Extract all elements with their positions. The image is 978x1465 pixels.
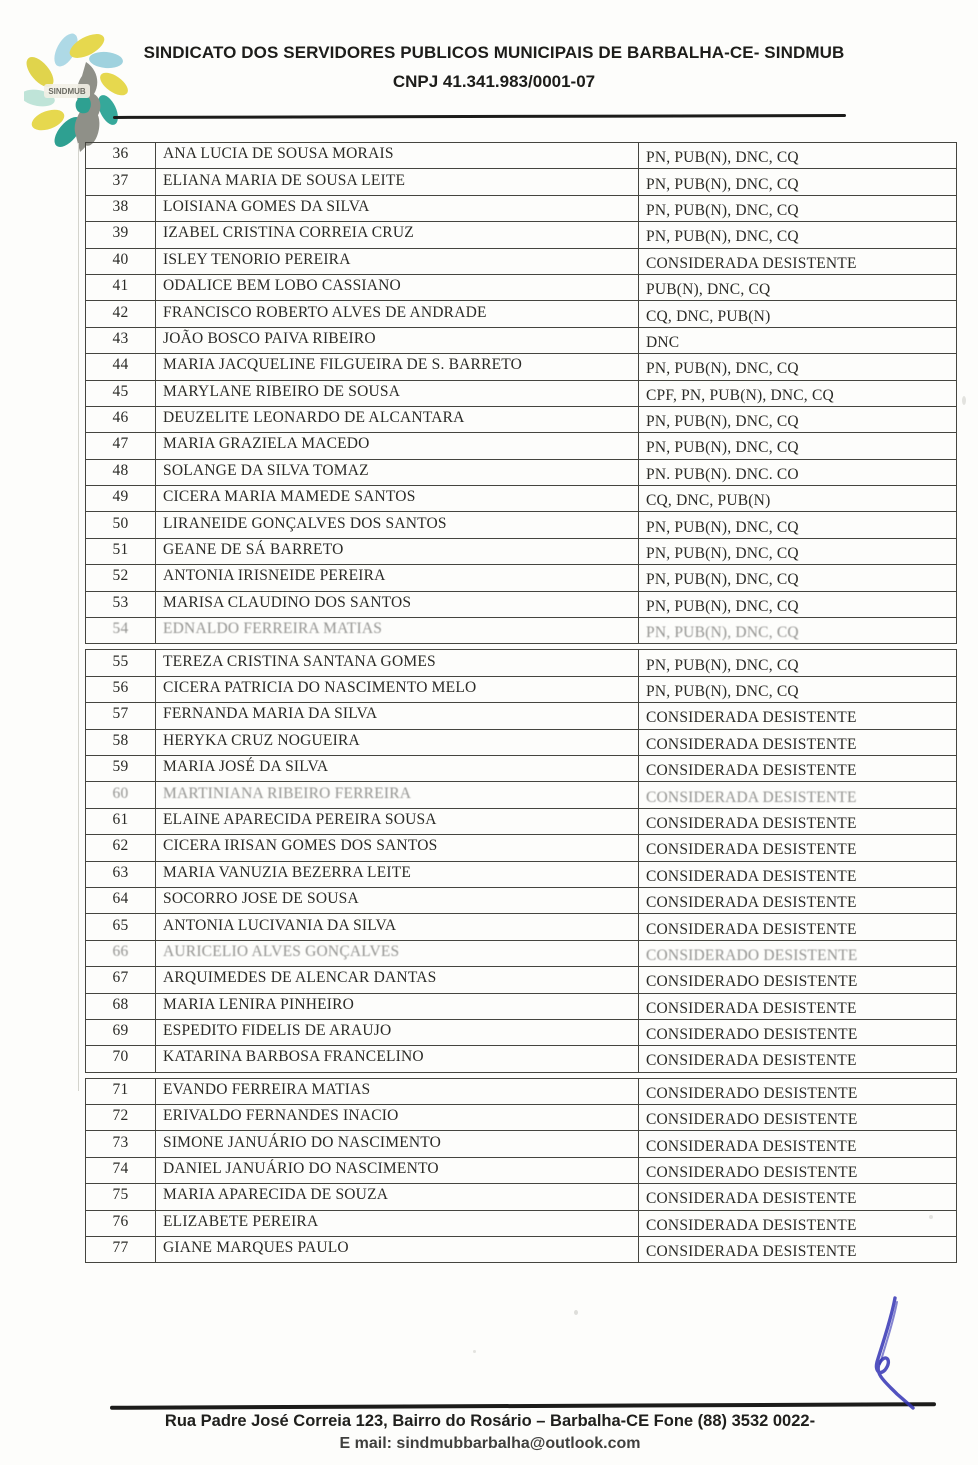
- table-row: [86, 1131, 957, 1157]
- row-number: 38: [86, 195, 156, 221]
- pen-mark: [855, 1290, 955, 1415]
- member-status: PN, PUB(N), DNC, CQ: [639, 538, 957, 564]
- member-table: [85, 142, 957, 1263]
- member-status: CONSIDERADA DESISTENTE: [639, 835, 957, 861]
- member-name: MARYLANE RIBEIRO DE SOUSA: [156, 380, 639, 406]
- member-status: CQ, DNC, PUB(N): [639, 486, 957, 512]
- table-row: [86, 248, 957, 274]
- member-name: SOCORRO JOSE DE SOUSA: [156, 887, 639, 913]
- table-row: [86, 940, 957, 966]
- row-number: 68: [86, 993, 156, 1019]
- member-status: PN, PUB(N), DNC, CQ: [639, 433, 957, 459]
- footer-address: Rua Padre José Correia 123, Bairro do Rosário – Barbalha-CE Fone (88) 3532 0022-: [164, 1412, 816, 1430]
- member-status: CONSIDERADA DESISTENTE: [639, 1131, 957, 1157]
- row-number: 53: [86, 591, 156, 617]
- member-status: CQ, DNC, PUB(N): [639, 301, 957, 327]
- member-name: ANTONIA IRISNEIDE PEREIRA: [156, 565, 639, 591]
- member-status: CONSIDERADA DESISTENTE: [639, 755, 957, 781]
- member-status: CONSIDERADA DESISTENTE: [639, 1184, 957, 1210]
- cnpj-line: CNPJ 41.341.983/0001-07: [392, 71, 596, 91]
- table-row: [86, 808, 957, 834]
- member-status: CONSIDERADA DESISTENTE: [639, 1237, 957, 1263]
- member-name: LOISIANA GOMES DA SILVA: [156, 195, 639, 221]
- member-name: KATARINA BARBOSA FRANCELINO: [156, 1046, 639, 1072]
- member-status: CONSIDERADA DESISTENTE: [639, 1210, 957, 1236]
- sindmub-logo: [24, 32, 136, 154]
- table-row: [86, 143, 957, 169]
- row-number: 54: [86, 618, 156, 644]
- member-name: GEANE DE SÁ BARRETO: [156, 538, 639, 564]
- member-status: CONSIDERADO DESISTENTE: [639, 1078, 957, 1104]
- member-status: CONSIDERADA DESISTENTE: [639, 861, 957, 887]
- scan-speck: [473, 1350, 476, 1353]
- row-number: 67: [86, 967, 156, 993]
- table-row: [86, 433, 957, 459]
- member-name: CICERA PATRICIA DO NASCIMENTO MELO: [156, 676, 639, 702]
- row-number: 75: [86, 1184, 156, 1210]
- member-status: CPF, PN, PUB(N), DNC, CQ: [639, 380, 957, 406]
- row-number: 56: [86, 676, 156, 702]
- row-number: 69: [86, 1019, 156, 1045]
- member-status: PN, PUB(N), DNC, CQ: [639, 354, 957, 380]
- member-status: DNC: [639, 327, 957, 353]
- member-name: MARISA CLAUDINO DOS SANTOS: [156, 591, 639, 617]
- table-row: [86, 327, 957, 353]
- table-row: [86, 967, 957, 993]
- member-name: AURICELIO ALVES GONÇALVES: [156, 940, 639, 966]
- table-row: [86, 1237, 957, 1263]
- member-status: PN, PUB(N), DNC, CQ: [639, 618, 957, 644]
- member-status: CONSIDERADA DESISTENTE: [639, 248, 957, 274]
- member-status: PN. PUB(N). DNC. CO: [639, 459, 957, 485]
- row-number: 41: [86, 274, 156, 300]
- member-name: IZABEL CRISTINA CORREIA CRUZ: [156, 222, 639, 248]
- table-row: [86, 729, 957, 755]
- row-number: 50: [86, 512, 156, 538]
- table-row: [86, 512, 957, 538]
- member-name: DEUZELITE LEONARDO DE ALCANTARA: [156, 406, 639, 432]
- member-status: CONSIDERADA DESISTENTE: [639, 993, 957, 1019]
- table-row: [86, 565, 957, 591]
- member-status: CONSIDERADO DESISTENTE: [639, 940, 957, 966]
- row-number: 59: [86, 755, 156, 781]
- member-status: CONSIDERADO DESISTENTE: [639, 1157, 957, 1183]
- row-number: 60: [86, 782, 156, 808]
- table-row: [86, 1019, 957, 1045]
- row-number: 46: [86, 406, 156, 432]
- row-number: 77: [86, 1237, 156, 1263]
- member-name: ISLEY TENORIO PEREIRA: [156, 248, 639, 274]
- member-status: CONSIDERADA DESISTENTE: [639, 729, 957, 755]
- table-row: [86, 1078, 957, 1104]
- member-name: EVANDO FERREIRA MATIAS: [156, 1078, 639, 1104]
- row-number: 57: [86, 703, 156, 729]
- member-status: CONSIDERADO DESISTENTE: [639, 1105, 957, 1131]
- row-number: 42: [86, 301, 156, 327]
- table-row: [86, 782, 957, 808]
- row-number: 70: [86, 1046, 156, 1072]
- table-row: [86, 274, 957, 300]
- table-row: [86, 835, 957, 861]
- table-row: [86, 195, 957, 221]
- member-status: CONSIDERADA DESISTENTE: [639, 887, 957, 913]
- member-name: MARTINIANA RIBEIRO FERREIRA: [156, 782, 639, 808]
- table-row: [86, 222, 957, 248]
- row-number: 63: [86, 861, 156, 887]
- member-name: DANIEL JANUÁRIO DO NASCIMENTO: [156, 1157, 639, 1183]
- member-name: JOÃO BOSCO PAIVA RIBEIRO: [156, 327, 639, 353]
- table-row: [86, 486, 957, 512]
- scan-edge-line: [78, 143, 79, 1091]
- table-row: [86, 1210, 957, 1236]
- table-row: [86, 1157, 957, 1183]
- table-row: [86, 1105, 957, 1131]
- row-number: 72: [86, 1105, 156, 1131]
- table-row: [86, 618, 957, 644]
- scan-speck: [929, 1215, 933, 1219]
- member-name: ERIVALDO FERNANDES INACIO: [156, 1105, 639, 1131]
- scan-speck: [962, 396, 966, 405]
- member-name: GIANE MARQUES PAULO: [156, 1237, 639, 1263]
- member-name: FERNANDA MARIA DA SILVA: [156, 703, 639, 729]
- member-name: ELAINE APARECIDA PEREIRA SOUSA: [156, 808, 639, 834]
- table-row: [86, 861, 957, 887]
- row-number: 40: [86, 248, 156, 274]
- row-number: 44: [86, 354, 156, 380]
- member-status: CONSIDERADA DESISTENTE: [639, 703, 957, 729]
- table-row: [86, 459, 957, 485]
- document-footer: [90, 1412, 890, 1453]
- row-number: 66: [86, 940, 156, 966]
- document-header: [138, 40, 850, 92]
- table-row: [86, 538, 957, 564]
- member-status: CONSIDERADA DESISTENTE: [639, 914, 957, 940]
- member-name: ODALICE BEM LOBO CASSIANO: [156, 274, 639, 300]
- org-name: SINDICATO DOS SERVIDORES PUBLICOS MUNICIPAIS DE BARBALHA-CE- SINDMUB: [143, 43, 845, 62]
- table-row: [86, 354, 957, 380]
- member-name: MARIA LENIRA PINHEIRO: [156, 993, 639, 1019]
- member-name: HERYKA CRUZ NOGUEIRA: [156, 729, 639, 755]
- table-row: [86, 591, 957, 617]
- member-status: CONSIDERADO DESISTENTE: [639, 1019, 957, 1045]
- member-status: CONSIDERADA DESISTENTE: [639, 808, 957, 834]
- row-number: 51: [86, 538, 156, 564]
- row-number: 71: [86, 1078, 156, 1104]
- member-name: MARIA VANUZIA BEZERRA LEITE: [156, 861, 639, 887]
- member-status: PN, PUB(N), DNC, CQ: [639, 512, 957, 538]
- header-divider: [113, 114, 846, 119]
- table-row: [86, 406, 957, 432]
- member-status: PN, PUB(N), DNC, CQ: [639, 650, 957, 676]
- member-name: MARIA GRAZIELA MACEDO: [156, 433, 639, 459]
- row-number: 48: [86, 459, 156, 485]
- table-row: [86, 703, 957, 729]
- row-number: 74: [86, 1157, 156, 1183]
- member-status: PN, PUB(N), DNC, CQ: [639, 676, 957, 702]
- member-name: EDNALDO FERREIRA MATIAS: [156, 618, 639, 644]
- table-row: [86, 1184, 957, 1210]
- member-status: PN, PUB(N), DNC, CQ: [639, 169, 957, 195]
- member-status: CONSIDERADA DESISTENTE: [639, 1046, 957, 1072]
- table-row: [86, 887, 957, 913]
- member-name: TEREZA CRISTINA SANTANA GOMES: [156, 650, 639, 676]
- member-status: PN, PUB(N), DNC, CQ: [639, 143, 957, 169]
- member-name: MARIA JACQUELINE FILGUEIRA DE S. BARRETO: [156, 354, 639, 380]
- table-row: [86, 650, 957, 676]
- member-status: PN, PUB(N), DNC, CQ: [639, 195, 957, 221]
- row-number: 49: [86, 486, 156, 512]
- row-number: 65: [86, 914, 156, 940]
- member-name: SOLANGE DA SILVA TOMAZ: [156, 459, 639, 485]
- member-name: CICERA IRISAN GOMES DOS SANTOS: [156, 835, 639, 861]
- table-row: [86, 169, 957, 195]
- member-name: ANTONIA LUCIVANIA DA SILVA: [156, 914, 639, 940]
- member-name: MARIA APARECIDA DE SOUZA: [156, 1184, 639, 1210]
- row-number: 62: [86, 835, 156, 861]
- table-row: [86, 914, 957, 940]
- footer-email: E mail: sindmubbarbalha@outlook.com: [339, 1435, 641, 1452]
- row-number: 73: [86, 1131, 156, 1157]
- row-number: 52: [86, 565, 156, 591]
- row-number: 64: [86, 887, 156, 913]
- member-name: ARQUIMEDES DE ALENCAR DANTAS: [156, 967, 639, 993]
- member-status: PN, PUB(N), DNC, CQ: [639, 406, 957, 432]
- table-row: [86, 380, 957, 406]
- member-status: PN, PUB(N), DNC, CQ: [639, 565, 957, 591]
- logo-text: SINDMUB: [48, 87, 86, 96]
- row-number: 55: [86, 650, 156, 676]
- member-name: CICERA MARIA MAMEDE SANTOS: [156, 486, 639, 512]
- member-name: LIRANEIDE GONÇALVES DOS SANTOS: [156, 512, 639, 538]
- row-number: 45: [86, 380, 156, 406]
- scan-speck: [574, 1310, 578, 1315]
- row-number: 43: [86, 327, 156, 353]
- table-row: [86, 301, 957, 327]
- row-number: 76: [86, 1210, 156, 1236]
- table-row: [86, 1046, 957, 1072]
- member-name: SIMONE JANUÁRIO DO NASCIMENTO: [156, 1131, 639, 1157]
- member-name: ELIANA MARIA DE SOUSA LEITE: [156, 169, 639, 195]
- footer-divider: [110, 1402, 936, 1409]
- row-number: 36: [86, 143, 156, 169]
- row-number: 61: [86, 808, 156, 834]
- member-status: CONSIDERADO DESISTENTE: [639, 967, 957, 993]
- member-name: FRANCISCO ROBERTO ALVES DE ANDRADE: [156, 301, 639, 327]
- row-number: 39: [86, 222, 156, 248]
- member-table-body: [86, 143, 957, 1263]
- member-name: ELIZABETE PEREIRA: [156, 1210, 639, 1236]
- table-row: [86, 993, 957, 1019]
- member-name: ANA LUCIA DE SOUSA MORAIS: [156, 143, 639, 169]
- member-status: PUB(N), DNC, CQ: [639, 274, 957, 300]
- row-number: 47: [86, 433, 156, 459]
- row-number: 58: [86, 729, 156, 755]
- table-row: [86, 755, 957, 781]
- row-number: 37: [86, 169, 156, 195]
- member-status: PN, PUB(N), DNC, CQ: [639, 222, 957, 248]
- member-status: PN, PUB(N), DNC, CQ: [639, 591, 957, 617]
- member-name: MARIA JOSÉ DA SILVA: [156, 755, 639, 781]
- member-name: ESPEDITO FIDELIS DE ARAUJO: [156, 1019, 639, 1045]
- logo-bird-icon: [75, 62, 101, 152]
- member-status: CONSIDERADA DESISTENTE: [639, 782, 957, 808]
- table-row: [86, 676, 957, 702]
